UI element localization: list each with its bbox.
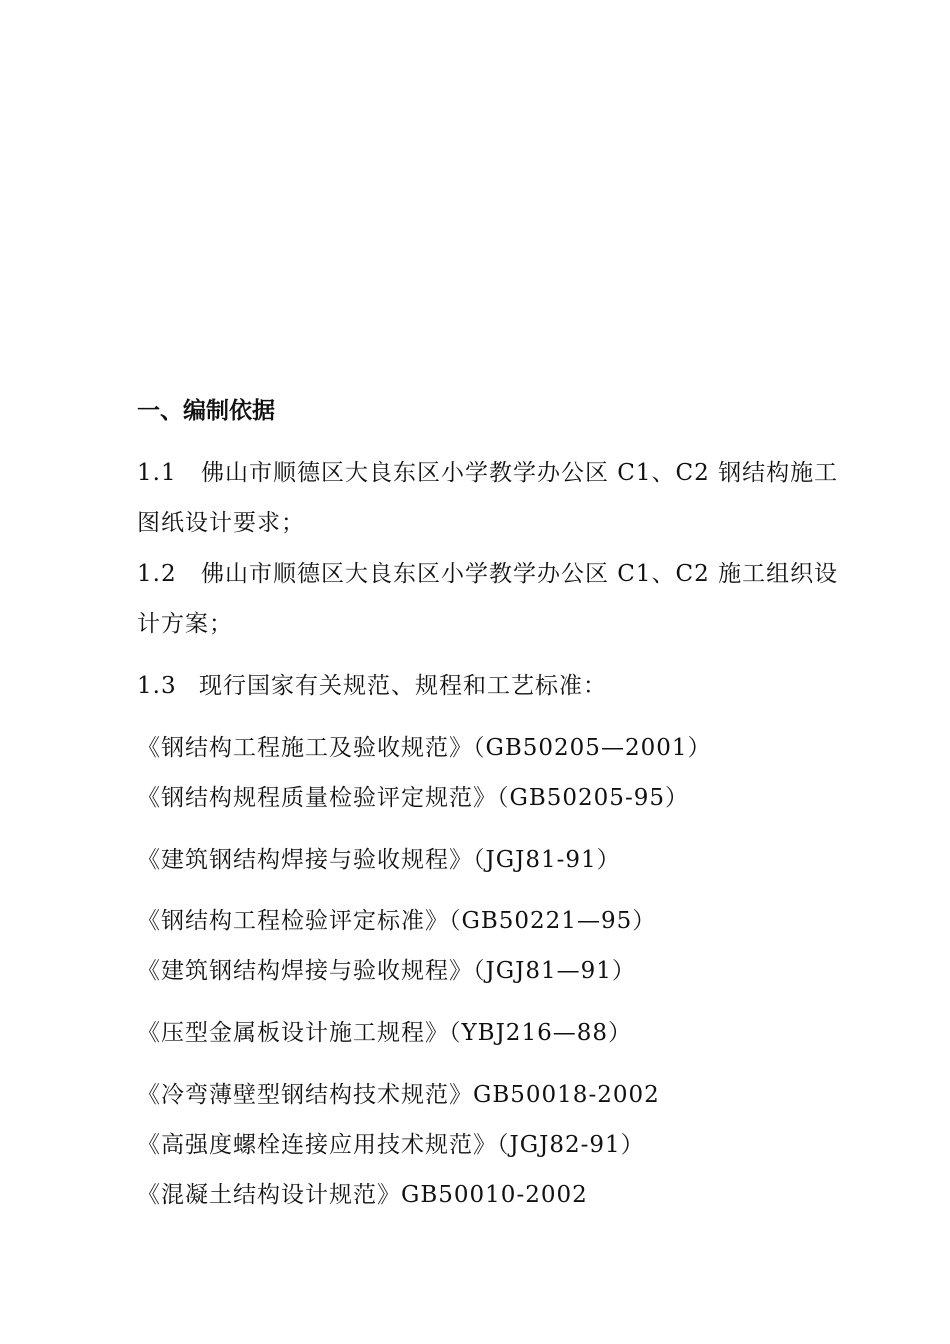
section-heading: 一、编制依据	[137, 398, 275, 424]
standard-item: 《混凝土结构设计规范》GB50010-2002	[137, 1182, 588, 1208]
item-1-3-line-1	[137, 671, 607, 701]
item-number: 1.2	[137, 561, 177, 587]
standard-item: 《钢结构规程质量检验评定规范》（GB50205-95）	[137, 785, 689, 811]
standard-item: 《建筑钢结构焊接与验收规程》（JGJ81—91）	[137, 958, 636, 984]
item-1-1-line-2: 图纸设计要求；	[137, 510, 305, 536]
standard-item: 《冷弯薄壁型钢结构技术规范》GB50018-2002	[137, 1082, 660, 1108]
standard-item: 《钢结构工程检验评定标准》（GB50221—95）	[137, 908, 657, 934]
item-1-1-line-1	[137, 458, 838, 488]
item-1-2-line-2: 计方案；	[137, 611, 233, 637]
item-text: 现行国家有关规范、规程和工艺标准：	[199, 673, 607, 699]
standard-item: 《压型金属板设计施工规程》（YBJ216—88）	[137, 1020, 632, 1046]
item-text: 佛山市顺德区大良东区小学教学办公区 C1、C2 施工组织设	[201, 561, 839, 587]
standard-item: 《高强度螺栓连接应用技术规范》（JGJ82-91）	[137, 1132, 645, 1158]
item-text: 佛山市顺德区大良东区小学教学办公区 C1、C2 钢结构施工	[201, 460, 839, 486]
item-number: 1.1	[137, 460, 177, 486]
item-number: 1.3	[137, 673, 177, 699]
standard-item: 《钢结构工程施工及验收规范》（GB50205—2001）	[137, 735, 712, 761]
item-1-2-line-1	[137, 559, 838, 589]
standard-item: 《建筑钢结构焊接与验收规程》（JGJ81-91）	[137, 847, 621, 873]
